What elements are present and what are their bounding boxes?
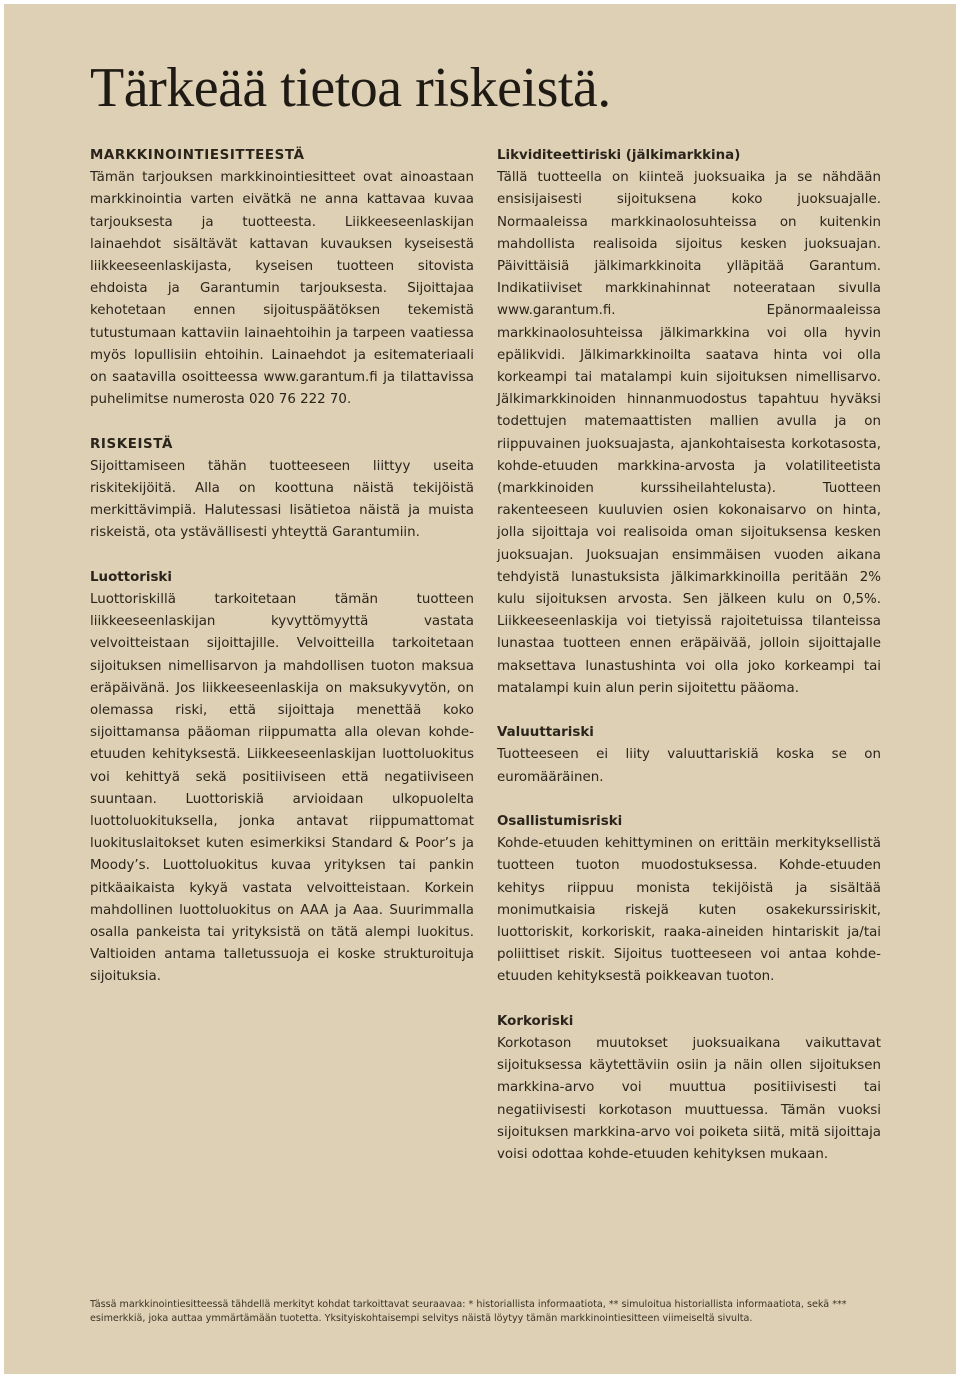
right-column [497, 145, 881, 1188]
left-column [90, 145, 474, 1011]
section-body: Korkotason muutokset juoksuaikana vaikuttavat sijoituksessa käytettäviin osiin ja näin ollen sijoituksen markkina-arvo voi muuttua positiivisesti tai negatiivisesti korkotason muuttuessa. Tämän vuoksi sijoituksen markkina-arvo voi poiketa siitä, mitä sijoittaja voisi odottaa kohde-etuuden kehityksen mukaan. [497, 1036, 881, 1163]
document-page [4, 4, 956, 1374]
section-heading: RISKEISTÄ [90, 436, 173, 452]
page-title: Tärkeää tietoa riskeistä. [90, 57, 611, 119]
section-heading: Korkoriski [497, 1013, 574, 1029]
section-heading: Likviditeettiriski (jälkimarkkina) [497, 148, 741, 163]
section-body: Tämän tarjouksen markkinointiesitteet ovat ainoastaan markkinointia varten eivätkä ne anna kattavaa kuvaa tarjouksesta ja tuotteesta. Liikkeeseenlaskijan lainaehdot sisältävät kattavan kuvauksen kyseisestä liikkeeseenlaskijasta, kyseisen tuotteen sitovista ehdoista ja Garantumin tarjouksesta. Sijoittajaa kehotetaan ennen sijoituspäätöksen tekemistä tutustumaan kattaviin lainaehtoihin ja tarpeen vaatiessa myös lopullisiin ehtoihin. Lainaehdot ja esitemateriaali on saatavilla osoitteessa www.garantum.fi ja tilattavissa puhelimitse numerosta 020 76 222 70. [90, 170, 474, 408]
section-luottoriski [90, 567, 474, 989]
section-body: Tällä tuotteella on kiinteä juoksuaika ja se nähdään ensisijaisesti sijoituksena koko juoksuajalle. Normaaleissa markkinaolosuhteissa on kuitenkin mahdollista realisoida sijoitus kesken juoksuajan. Päivittäisiä jälkimarkkinoita ylläpitää Garantum. Indikatiiviset markkinahinnat noteerataan sivulla www.garantum.fi. Epänormaaleissa markkinaolosuhteissa jälkimarkkina voi olla hyvin epälikvidi. Jälkimarkkinoilta saatava hinta voi olla korkeampi tai matalampi kuin sijoituksen nimellisarvo. Jälkimarkkinoiden hinnanmuodostus tapahtuu hyväksi todettujen matemaattisten mallien avulla ja on riippuvainen juoksuajasta, ajankohtaisesta korkotasosta, kohde-etuuden markkina-arvosta ja volatiliteetista (markkinoiden kurssiheilahtelusta). Tuotteen rakenteeseen kuuluvien osien kokonaisarvo on hinta, jolla sijoittaja voi realisoida oman sijoituksensa kesken juoksuajan. Juoksuajan ensimmäisen vuoden aikana tehdyistä lunastuksista jälkimarkkinoilla peritään 2% kulu sijoituksen arvosta. Sen jälkeen kulu on 0,5%. Liikkeeseenlaskija voi tietyissä rajoitetuissa tilanteissa lunastaa tuotteen ennen eräpäivää, jolloin sijoittajalle maksettava lunastushinta voi olla joko korkeampi tai matalampi kuin alun perin sijoitettu pääoma. [497, 170, 881, 696]
section-heading: MARKKINOINTIESITTEESTÄ [90, 148, 305, 163]
section-valuuttariski [497, 722, 881, 789]
section-heading: Osallistumisriski [497, 814, 623, 830]
footnote: Tässä markkinointiesitteessä tähdellä merkityt kohdat tarkoittavat seuraavaa: * historiallista informaatiota, ** simuloitua historiallista informaatiota, sekä *** esimerkkiä, joka auttaa ymmärtämään tuotetta. Yksityiskohtaisempi selvitys näistä löytyy tämän markkinointiesitteen viimeiseltä sivulta. [90, 1299, 847, 1324]
section-body: Sijoittamiseen tähän tuotteeseen liittyy useita riskitekijöitä. Alla on koottuna näistä tekijöistä merkittävimpiä. Halutessasi lisätietoa näistä ja muista riskeistä, ota ystävällisesti yhteyttä Garantumiin. [90, 458, 474, 541]
section-osallistumisriski [497, 811, 881, 989]
section-likviditeettiriski [497, 145, 881, 700]
section-heading: Luottoriski [90, 569, 172, 585]
section-heading: Valuuttariski [497, 725, 594, 741]
section-korkoriski [497, 1011, 881, 1166]
section-body: Luottoriskillä tarkoitetaan tämän tuotteen liikkeeseenlaskijan kyvyttömyyttä vastata velvoitteistaan sijoittajille. Velvoitteilla tarkoitetaan sijoituksen nimellisarvon ja mahdollisen tuoton maksua eräpäivänä. Jos liikkeeseenlaskija on maksukyvytön, on olemassa riski, että sijoittaja menettää koko sijoittamansa pääoman riippumatta alla olevan kohde-etuuden kehityksestä. Liikkeeseenlaskijan luottoluokitus voi kehittyä sekä positiiviseen että negatiiviseen suuntaan. Luottoriskiä arvioidaan ulkopuolelta luottoluokituksella, jonka antavat riippumattomat luokituslaitokset kuten esimerkiksi Standard & Poor’s ja Moody’s. Luottoluokitus kuvaa yrityksen tai pankin pitkäaikaista kykyä vastata velvoitteistaan. Korkein mahdollinen luottoluokitus on AAA ja Aaa. Suurimmalla osalla pankeista tai yrityksistä on tätä alempi luokitus. Valtioiden antama talletussuoja ei koske strukturoituja sijoituksia. [90, 592, 474, 985]
section-riskeista [90, 434, 474, 545]
section-markkinointiesitteesta [90, 145, 474, 411]
section-body: Tuotteeseen ei liity valuuttariskiä koska se on euromääräinen. [497, 747, 881, 785]
section-body: Kohde-etuuden kehittyminen on erittäin merkityksellistä tuotteen tuoton muodostuksessa. Kohde-etuuden kehitys riippuu monista tekijöistä ja sisältää monimutkaisia riskejä kuten osakekurssiriskit, luottoriskit, korkoriskit, raaka-aineiden hintariskit ja/tai poliittiset riskit. Sijoitus tuotteeseen voi antaa kohde-etuuden kehityksestä poikkeavan tuoton. [497, 836, 881, 985]
